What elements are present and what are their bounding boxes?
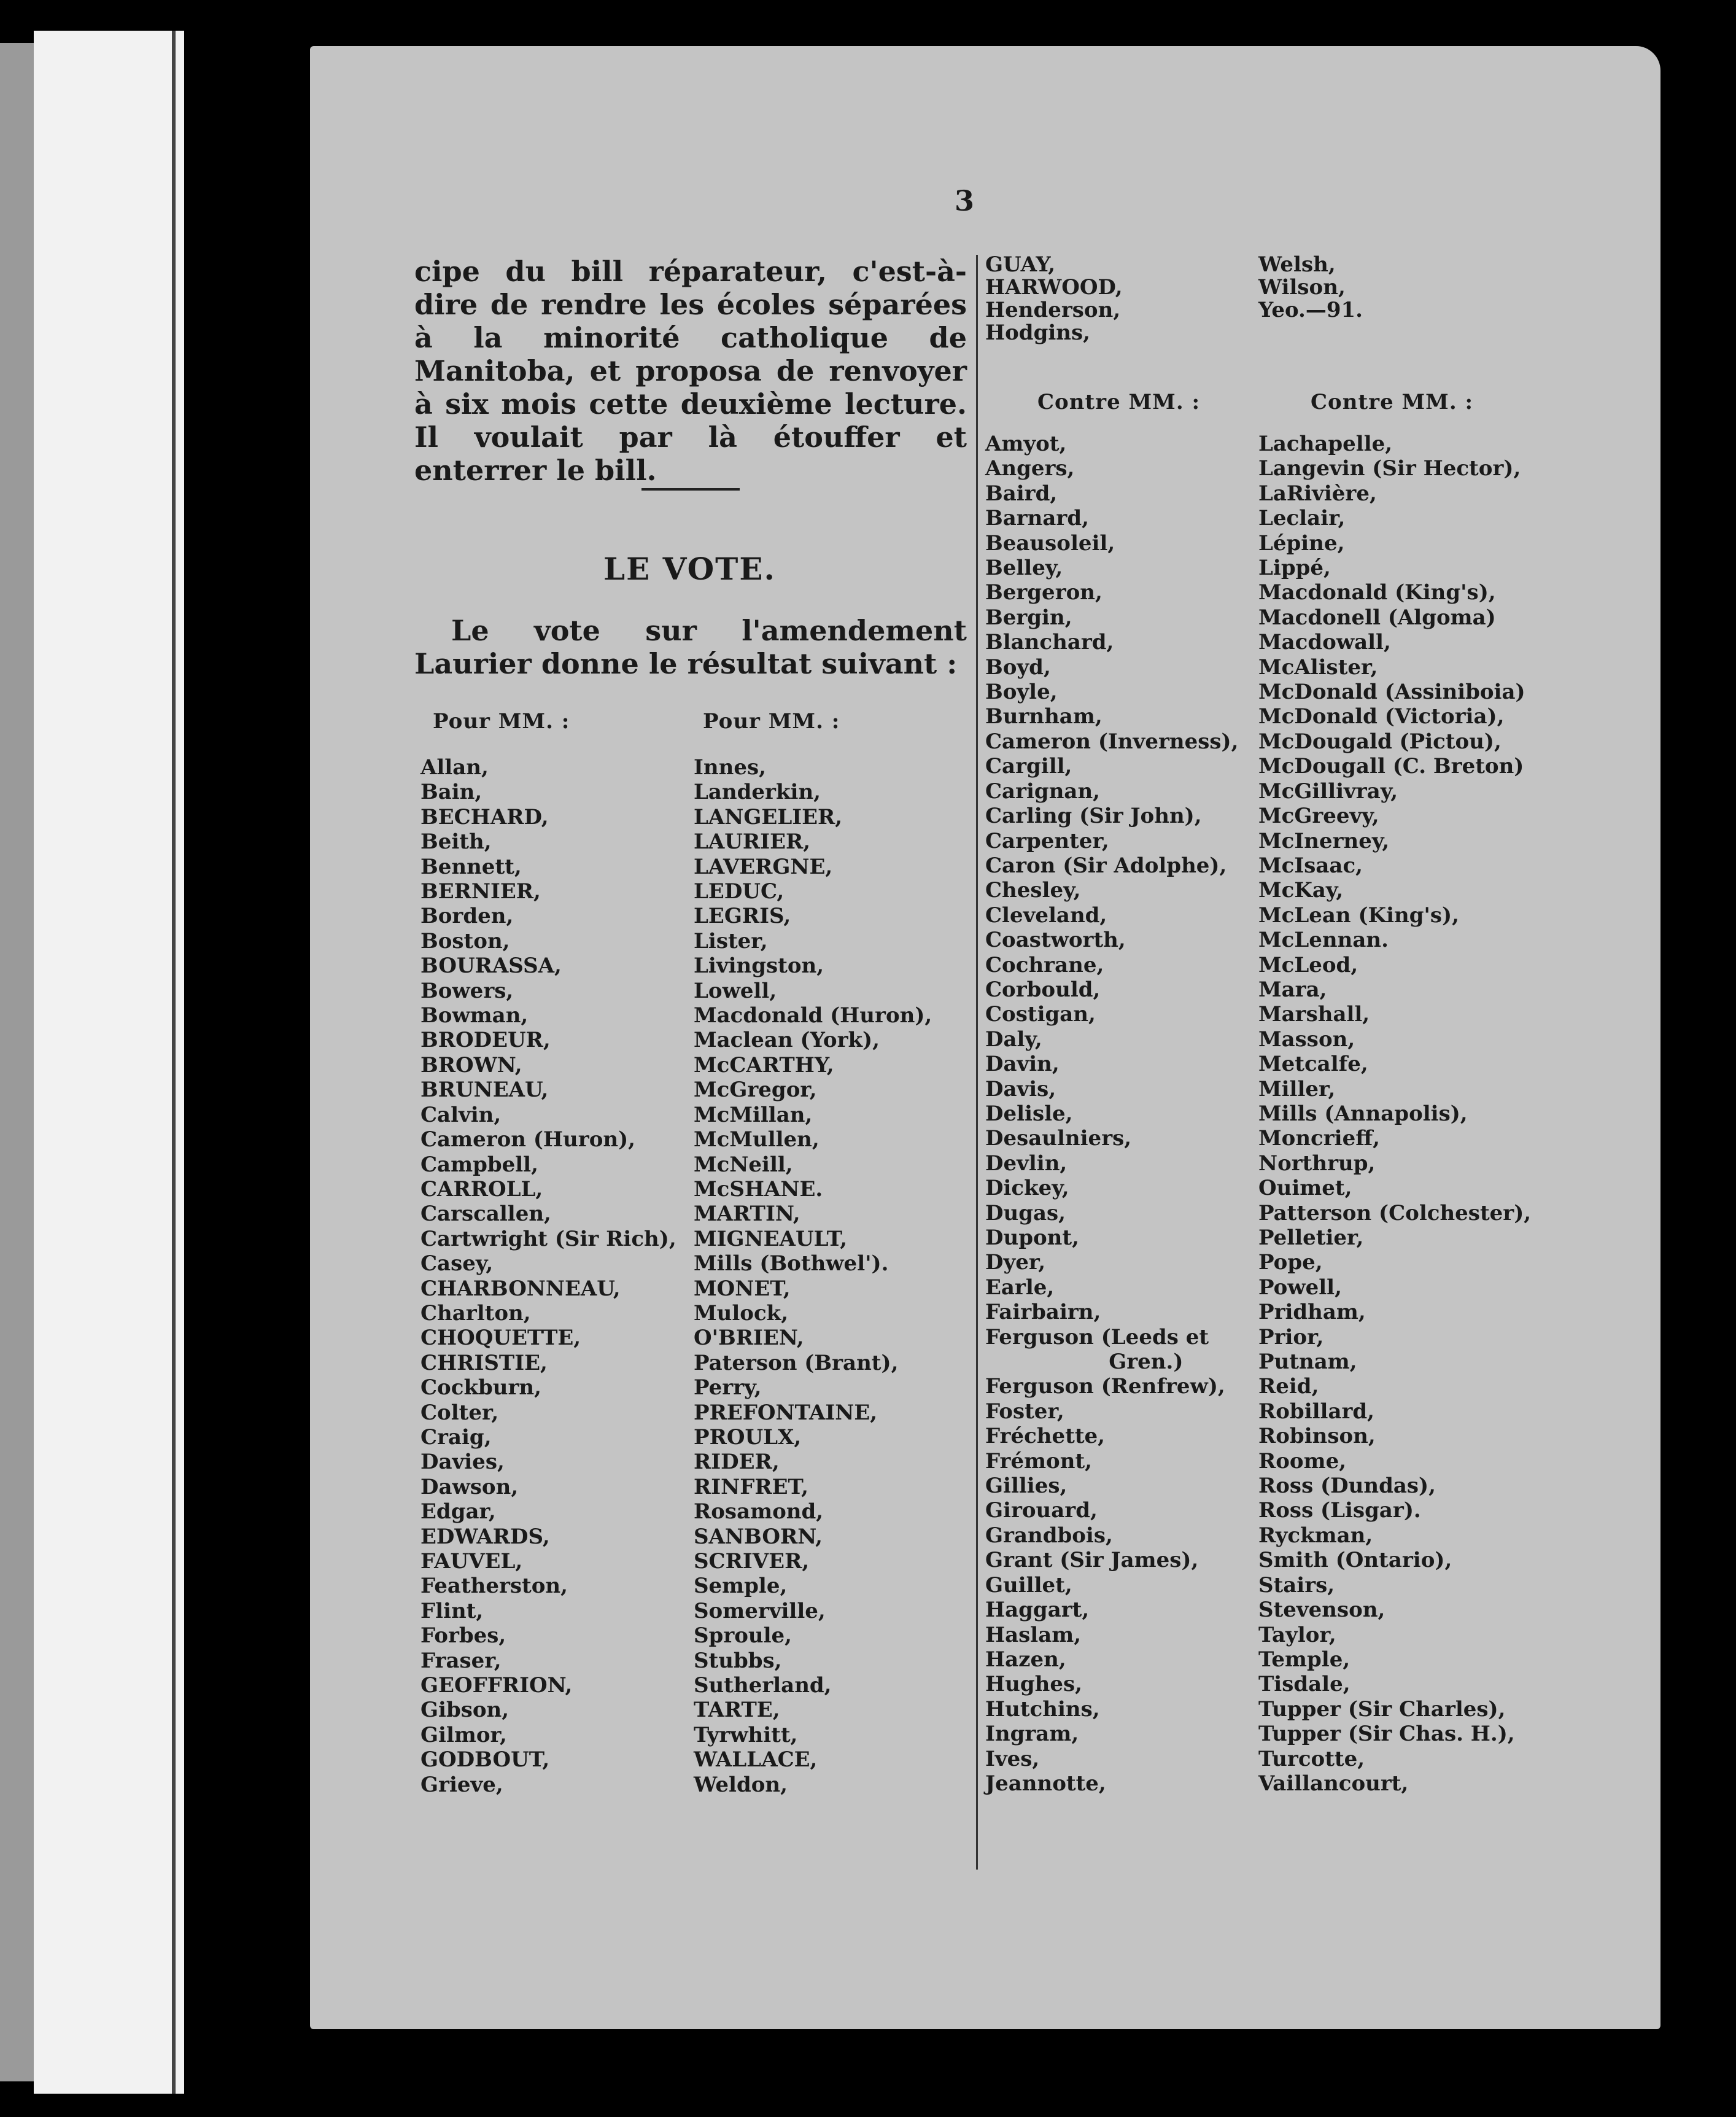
member-name: CHOQUETTE,: [420, 1326, 581, 1351]
member-name: Sproule,: [694, 1623, 792, 1649]
member-name: RINFRET,: [694, 1474, 808, 1499]
member-name: PROULX,: [694, 1424, 802, 1450]
member-name: BERNIER,: [420, 879, 541, 904]
intro-paragraph: cipe du bill réparateur, c'est-à-dire de rendre les écoles séparées à la minorité catholique de Manitoba, et proposa de renvoyer à six mois cette deuxième lecture. Il voulait par là étouffer et enterrer le bill.: [414, 255, 967, 487]
member-name: McMullen,: [694, 1127, 820, 1152]
member-name: Langevin (Sir Hector),: [1258, 456, 1521, 481]
member-name: McAlister,: [1258, 655, 1378, 680]
column-rule: [976, 255, 978, 1870]
member-name: Bowers,: [420, 978, 514, 1003]
member-name: McCARTHY,: [694, 1052, 834, 1078]
member-name: McInerney,: [1258, 828, 1390, 853]
member-name: Burnham,: [985, 704, 1102, 729]
member-name: Prior,: [1258, 1324, 1324, 1350]
member-name: Sutherland,: [694, 1673, 832, 1698]
member-name: Ouimet,: [1258, 1176, 1352, 1201]
member-name: Gibson,: [420, 1698, 510, 1723]
member-name: Flint,: [420, 1598, 484, 1623]
member-name: Carling (Sir John),: [985, 804, 1202, 829]
member-name: Robillard,: [1258, 1399, 1375, 1424]
pour-header-2: Pour MM. :: [703, 709, 840, 734]
pour-list-col3: [985, 254, 1123, 344]
member-name: Grant (Sir James),: [985, 1548, 1199, 1573]
member-name: RIDER,: [694, 1450, 780, 1475]
member-name: Taylor,: [1258, 1622, 1336, 1647]
member-name: BRUNEAU,: [420, 1078, 549, 1103]
contre-list-col2: [1258, 432, 1531, 1796]
member-name: Lippé,: [1258, 556, 1331, 581]
member-name: EDWARDS,: [420, 1524, 550, 1549]
member-name: Hazen,: [985, 1647, 1066, 1672]
member-name: Jeannotte,: [985, 1771, 1106, 1796]
member-name: MARTIN,: [694, 1202, 800, 1227]
pour-list-col2: [694, 755, 932, 1797]
member-name: Frémont,: [985, 1448, 1093, 1474]
member-name: Semple,: [694, 1574, 788, 1599]
member-name: Ferguson (Renfrew),: [985, 1374, 1225, 1399]
member-name: Cochrane,: [985, 952, 1104, 977]
member-name: BOURASSA,: [420, 954, 562, 979]
member-name: Edgar,: [420, 1499, 496, 1525]
member-name: Metcalfe,: [1258, 1052, 1368, 1077]
member-name: Featherston,: [420, 1574, 568, 1599]
member-name: Gren.): [985, 1350, 1184, 1375]
member-name: Leclair,: [1258, 506, 1346, 531]
member-name: Bowman,: [420, 1003, 529, 1028]
member-name: Turcotte,: [1258, 1746, 1365, 1771]
member-name: BRODEUR,: [420, 1028, 551, 1053]
member-name: McLennan.: [1258, 928, 1389, 953]
member-name: Mills (Annapolis),: [1258, 1101, 1468, 1126]
member-name: Campbell,: [420, 1152, 538, 1177]
member-name: LAVERGNE,: [694, 854, 833, 879]
contre-list-col1: [985, 432, 1238, 1796]
member-name: Mills (Bothwel').: [694, 1251, 889, 1276]
member-name: Davin,: [985, 1052, 1060, 1077]
member-name: O'BRIEN,: [694, 1326, 804, 1351]
member-name: Roome,: [1258, 1448, 1347, 1474]
binding-line: [172, 31, 176, 2094]
member-name: LEGRIS,: [694, 904, 791, 929]
contre-header-1: Contre MM. :: [1037, 390, 1201, 414]
member-name: Craig,: [420, 1424, 492, 1450]
member-name: Yeo.—91.: [1258, 298, 1363, 322]
member-name: MONET,: [694, 1276, 791, 1301]
member-name: Pope,: [1258, 1250, 1323, 1275]
member-name: Innes,: [694, 755, 766, 780]
document-page: [310, 46, 1660, 2029]
member-name: CARROLL,: [420, 1176, 543, 1202]
member-name: Lachapelle,: [1258, 432, 1393, 456]
member-name: Corbould,: [985, 977, 1101, 1002]
member-name: WALLACE,: [694, 1747, 818, 1773]
member-name: McDougald (Pictou),: [1258, 729, 1502, 754]
section-divider: [641, 488, 740, 491]
member-name: Haggart,: [985, 1598, 1090, 1623]
member-name: Beith,: [420, 829, 492, 855]
member-name: Earle,: [985, 1275, 1055, 1300]
member-name: LAURIER,: [694, 829, 811, 855]
member-name: Amyot,: [985, 432, 1067, 456]
member-name: Barnard,: [985, 506, 1089, 531]
member-name: Carignan,: [985, 779, 1100, 804]
member-name: Ives,: [985, 1746, 1040, 1771]
member-name: Colter,: [420, 1400, 499, 1425]
member-name: Desaulniers,: [985, 1126, 1132, 1151]
member-name: Delisle,: [985, 1101, 1073, 1126]
member-name: Cameron (Huron),: [420, 1127, 636, 1152]
member-name: SCRIVER,: [694, 1549, 810, 1574]
vote-heading: LE VOTE.: [603, 551, 776, 587]
pour-list-col1: [420, 755, 676, 1797]
member-name: Boyle,: [985, 680, 1058, 705]
member-name: Gillies,: [985, 1474, 1068, 1499]
member-name: Reid,: [1258, 1374, 1319, 1399]
member-name: Cameron (Inverness),: [985, 729, 1239, 754]
member-name: Powell,: [1258, 1275, 1342, 1300]
member-name: Gilmor,: [420, 1722, 507, 1747]
member-name: Belley,: [985, 556, 1063, 581]
member-name: CHARBONNEAU,: [420, 1276, 621, 1301]
member-name: GODBOUT,: [420, 1747, 550, 1773]
member-name: BECHARD,: [420, 804, 549, 829]
member-name: Mulock,: [694, 1300, 789, 1326]
member-name: Costigan,: [985, 1002, 1096, 1027]
member-name: Bennett,: [420, 854, 522, 879]
member-name: Lowell,: [694, 978, 777, 1003]
member-name: Welsh,: [1258, 252, 1336, 277]
member-name: Patterson (Colchester),: [1258, 1200, 1532, 1226]
member-name: McMillan,: [694, 1102, 813, 1127]
member-name: Lépine,: [1258, 530, 1345, 556]
member-name: Coastworth,: [985, 928, 1126, 953]
member-name: MIGNEAULT,: [694, 1226, 848, 1251]
vote-intro-text: Le vote sur l'amendement Laurier donne le résultat suivant :: [414, 614, 967, 680]
member-name: Masson,: [1258, 1027, 1355, 1052]
member-name: Henderson,: [985, 298, 1121, 322]
member-name: Miller,: [1258, 1076, 1336, 1101]
member-name: Forbes,: [420, 1623, 506, 1649]
contre-header-2: Contre MM. :: [1311, 390, 1474, 414]
member-name: Rosamond,: [694, 1499, 824, 1525]
member-name: Landerkin,: [694, 780, 821, 805]
member-name: HARWOOD,: [985, 275, 1123, 300]
member-name: Stairs,: [1258, 1572, 1335, 1598]
member-name: Daly,: [985, 1027, 1042, 1052]
member-name: Macdonell (Algoma): [1258, 605, 1496, 630]
member-name: Dugas,: [985, 1200, 1066, 1226]
member-name: Northrup,: [1258, 1151, 1376, 1176]
member-name: McIsaac,: [1258, 853, 1363, 878]
member-name: Macdonald (Huron),: [694, 1003, 932, 1028]
member-name: Blanchard,: [985, 630, 1114, 655]
pour-list-col4: [1258, 254, 1363, 322]
member-name: McKay,: [1258, 878, 1344, 903]
member-name: Bergeron,: [985, 580, 1102, 605]
member-name: Robinson,: [1258, 1424, 1376, 1449]
member-name: Smith (Ontario),: [1258, 1548, 1452, 1573]
member-name: Mara,: [1258, 977, 1327, 1002]
member-name: McLeod,: [1258, 952, 1358, 977]
member-name: Davis,: [985, 1076, 1056, 1101]
member-name: GUAY,: [985, 252, 1056, 277]
member-name: Baird,: [985, 481, 1058, 506]
binding-margin: [34, 31, 184, 2094]
member-name: BROWN,: [420, 1052, 522, 1078]
member-name: Dupont,: [985, 1226, 1079, 1250]
member-name: Livingston,: [694, 954, 824, 979]
member-name: LEDUC,: [694, 879, 785, 904]
member-name: LANGELIER,: [694, 804, 843, 829]
member-name: Pelletier,: [1258, 1226, 1364, 1250]
pour-header-1: Pour MM. :: [433, 709, 570, 734]
member-name: PREFONTAINE,: [694, 1400, 878, 1425]
member-name: Tupper (Sir Chas. H.),: [1258, 1722, 1515, 1747]
member-name: McDonald (Victoria),: [1258, 704, 1505, 729]
member-name: Ingram,: [985, 1722, 1079, 1747]
member-name: Girouard,: [985, 1498, 1098, 1523]
member-name: Carscallen,: [420, 1202, 551, 1227]
member-name: Ross (Dundas),: [1258, 1474, 1436, 1499]
member-name: McSHANE.: [694, 1176, 823, 1202]
member-name: McDougall (C. Breton): [1258, 754, 1524, 779]
member-name: Stubbs,: [694, 1648, 782, 1673]
member-name: Somerville,: [694, 1598, 826, 1623]
member-name: McGillivray,: [1258, 779, 1398, 804]
member-name: Weldon,: [694, 1772, 788, 1797]
member-name: Devlin,: [985, 1151, 1068, 1176]
member-name: Tupper (Sir Charles),: [1258, 1696, 1506, 1722]
member-name: Ryckman,: [1258, 1523, 1373, 1548]
member-name: Beausoleil,: [985, 530, 1115, 556]
member-name: Casey,: [420, 1251, 494, 1276]
member-name: Perry,: [694, 1375, 762, 1400]
member-name: Grandbois,: [985, 1523, 1113, 1548]
member-name: Foster,: [985, 1399, 1064, 1424]
member-name: Borden,: [420, 904, 514, 929]
member-name: Macdowall,: [1258, 630, 1391, 655]
member-name: Haslam,: [985, 1622, 1082, 1647]
member-name: TARTE,: [694, 1698, 780, 1723]
member-name: Boston,: [420, 928, 510, 954]
member-name: Moncrieff,: [1258, 1126, 1380, 1151]
member-name: Ross (Lisgar).: [1258, 1498, 1421, 1523]
member-name: Pridham,: [1258, 1300, 1366, 1325]
member-name: Hutchins,: [985, 1696, 1100, 1722]
member-name: Tyrwhitt,: [694, 1722, 798, 1747]
member-name: Davies,: [420, 1450, 505, 1475]
member-name: Paterson (Brant),: [694, 1350, 899, 1375]
member-name: Grieve,: [420, 1772, 503, 1797]
member-name: Ferguson (Leeds et: [985, 1324, 1209, 1350]
member-name: McLean (King's),: [1258, 903, 1459, 928]
member-name: Cockburn,: [420, 1375, 541, 1400]
member-name: McGregor,: [694, 1078, 817, 1103]
member-name: Cleveland,: [985, 903, 1107, 928]
member-name: McGreevy,: [1258, 804, 1379, 829]
member-name: Boyd,: [985, 655, 1051, 680]
member-name: Dickey,: [985, 1176, 1069, 1201]
member-name: CHRISTIE,: [420, 1350, 548, 1375]
member-name: Dawson,: [420, 1474, 519, 1499]
member-name: Maclean (York),: [694, 1028, 880, 1053]
member-name: LaRivière,: [1258, 481, 1377, 506]
member-name: Fairbairn,: [985, 1300, 1101, 1325]
member-name: Marshall,: [1258, 1002, 1370, 1027]
member-name: Bergin,: [985, 605, 1072, 630]
member-name: Stevenson,: [1258, 1598, 1385, 1623]
member-name: Chesley,: [985, 878, 1081, 903]
member-name: McNeill,: [694, 1152, 793, 1177]
member-name: Temple,: [1258, 1647, 1350, 1672]
member-name: Tisdale,: [1258, 1672, 1350, 1697]
member-name: Charlton,: [420, 1300, 531, 1326]
member-name: Fréchette,: [985, 1424, 1106, 1449]
member-name: Carpenter,: [985, 828, 1109, 853]
member-name: Cargill,: [985, 754, 1072, 779]
member-name: Fraser,: [420, 1648, 502, 1673]
member-name: SANBORN,: [694, 1524, 823, 1549]
member-name: Angers,: [985, 456, 1075, 481]
member-name: FAUVEL,: [420, 1549, 523, 1574]
page-number: 3: [955, 184, 975, 217]
member-name: Lister,: [694, 928, 768, 954]
member-name: Putnam,: [1258, 1350, 1357, 1375]
member-name: Hughes,: [985, 1672, 1082, 1697]
member-name: GEOFFRION,: [420, 1673, 573, 1698]
adjacent-page-edge: [0, 43, 34, 2081]
member-name: Guillet,: [985, 1572, 1072, 1598]
member-name: Vaillancourt,: [1258, 1771, 1409, 1796]
member-name: Dyer,: [985, 1250, 1046, 1275]
member-name: McDonald (Assiniboia): [1258, 680, 1525, 705]
member-name: Macdonald (King's),: [1258, 580, 1496, 605]
member-name: Wilson,: [1258, 275, 1346, 300]
member-name: Bain,: [420, 780, 482, 805]
member-name: Cartwright (Sir Rich),: [420, 1226, 676, 1251]
member-name: Caron (Sir Adolphe),: [985, 853, 1227, 878]
member-name: Calvin,: [420, 1102, 502, 1127]
member-name: Hodgins,: [985, 320, 1090, 345]
member-name: Allan,: [420, 755, 489, 780]
